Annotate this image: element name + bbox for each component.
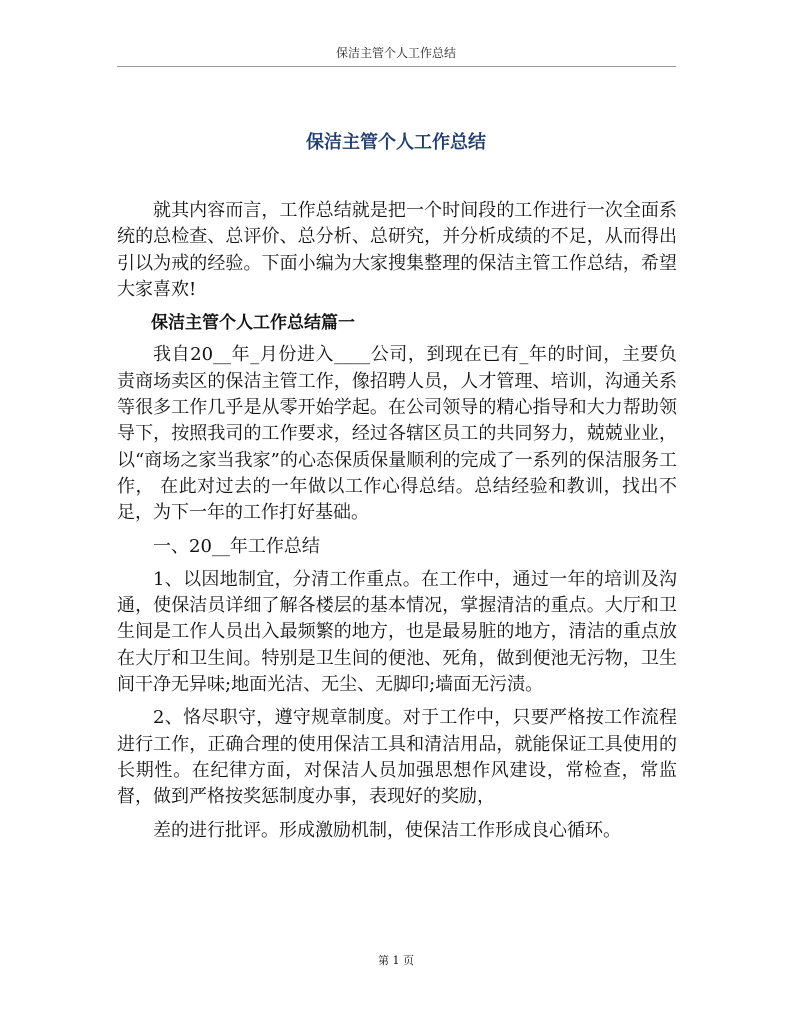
intro-paragraph: 就其内容而言，工作总结就是把一个时间段的工作进行一次全面系统的总检查、总评价、总分析、总研究，并分析成绩的不足，从而得出引以为戒的经验。下面小编为大家搜集整理的保洁主管工作总结，希望大家喜欢!	[117, 200, 677, 300]
header-divider	[117, 66, 676, 67]
body-paragraph: 1、以因地制宜，分清工作重点。在工作中，通过一年的培训及沟通，使保洁员详细了解各楼层的基本情况，掌握清洁的重点。大厅和卫生间是工作人员出入最频繁的地方，也是最易脏的地方，清洁的重点放在大厅和卫生间。特别是卫生间的便池、死角，做到便池无污物，卫生间干净无异味;地面光洁、无尘、无脚印;墙面无污渍。	[117, 568, 677, 696]
body-paragraph: 差的进行批评。形成激励机制，使保洁工作形成良心循环。	[153, 819, 621, 841]
page-header: 保洁主管个人工作总结	[335, 46, 456, 60]
page-number: 第 1 页	[378, 954, 414, 967]
body-paragraph: 我自20__年_月份进入____公司，到现在已有_年的时间，主要负责商场卖区的保洁主管工作，像招聘人员，人才管理、培训，沟通关系等很多工作几乎是从零开始学起。在公司领导的精心指导和大力帮助领导下，按照我司的工作要求，经过各辖区员工的共同努力，兢兢业业，以“商场之家当我家”的心态保质保量顺利的完成了一系列的保洁服务工作， 在此对过去的一年做以工作心得总结。总结经验和教训，找出不足，为下一年的工作打好基础。	[117, 344, 677, 524]
subsection-heading: 一、20__年工作总结	[153, 535, 320, 557]
document-title: 保洁主管个人工作总结	[306, 132, 486, 153]
section-heading: 保洁主管个人工作总结篇一	[151, 313, 355, 334]
document-body	[117, 198, 677, 851]
body-paragraph: 2、恪尽职守，遵守规章制度。对于工作中，只要严格按工作流程进行工作，正确合理的使用保洁工具和清洁用品，就能保证工具使用的长期性。在纪律方面，对保洁人员加强思想作风建设，常检查，常监督，做到严格按奖惩制度办事，表现好的奖励，	[117, 707, 677, 808]
